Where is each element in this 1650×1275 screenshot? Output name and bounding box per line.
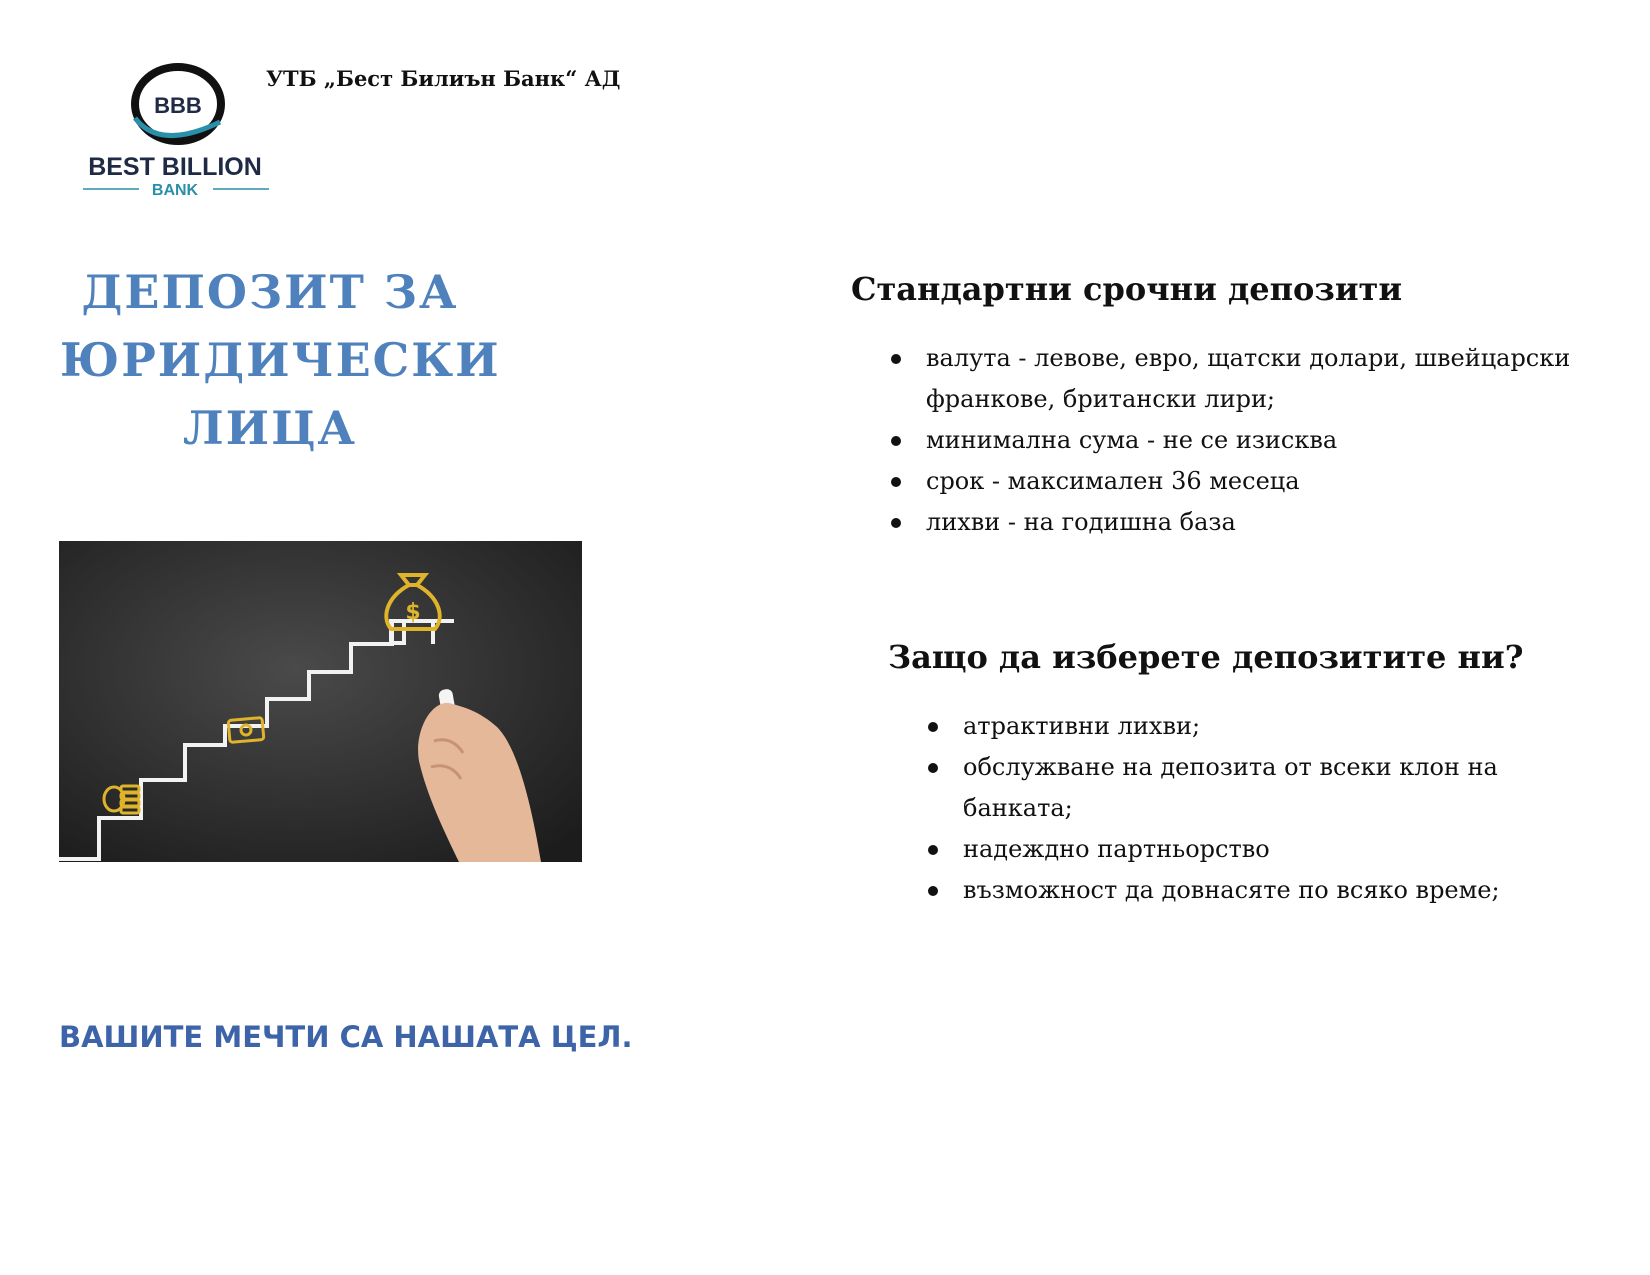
list-item xyxy=(852,338,1612,420)
logo-name-line2: BANK xyxy=(151,182,199,199)
svg-text:$: $ xyxy=(405,600,421,625)
list-item-text: срок - максимален 36 месеца xyxy=(926,467,1300,495)
title-line: ДЕПОЗИТ ЗА xyxy=(81,265,459,319)
list-item-text: надеждно партньорство xyxy=(963,835,1270,863)
title-line: ЮРИДИЧЕСКИ xyxy=(60,333,501,387)
logo-monogram: BBB xyxy=(154,93,202,118)
bullet-icon xyxy=(928,886,938,896)
why-choose-list xyxy=(889,706,1589,911)
bank-logo xyxy=(75,56,275,206)
standard-deposits-list xyxy=(852,338,1612,543)
list-item xyxy=(852,461,1612,502)
bullet-icon xyxy=(928,763,938,773)
title-line: ЛИЦА xyxy=(182,401,358,455)
bullet-icon xyxy=(928,845,938,855)
list-item xyxy=(852,502,1612,543)
staircase-illustration xyxy=(59,541,582,862)
bullet-icon xyxy=(891,477,901,487)
standard-deposits-heading: Стандартни срочни депозити xyxy=(851,270,1403,308)
list-item-text: възможност да довнасяте по всяко време; xyxy=(963,876,1500,904)
bullet-icon xyxy=(891,436,901,446)
list-item-text: атрактивни лихви; xyxy=(963,712,1201,740)
list-item-text: обслужване на депозита от всеки клон на банката; xyxy=(963,753,1498,822)
logo-name-line1: BEST BILLION xyxy=(88,153,262,181)
list-item-text: минимална сума - не се изисква xyxy=(926,426,1338,454)
slogan: ВАШИТЕ МЕЧТИ СА НАШАТА ЦЕЛ. xyxy=(59,1020,633,1054)
bank-name: УТБ „Бест Билиън Банк“ АД xyxy=(266,66,621,91)
bullet-icon xyxy=(928,722,938,732)
bullet-icon xyxy=(891,354,901,364)
list-item xyxy=(889,706,1589,747)
list-item xyxy=(889,870,1589,911)
bullet-icon xyxy=(891,518,901,528)
list-item xyxy=(852,420,1612,461)
why-choose-heading: Защо да изберете депозитите ни? xyxy=(888,638,1524,676)
page-title xyxy=(60,258,501,462)
list-item xyxy=(889,747,1589,829)
list-item-text: лихви - на годишна база xyxy=(926,508,1236,536)
list-item-text: валута - левове, евро, щатски долари, швейцарски франкове, британски лири; xyxy=(926,344,1571,413)
list-item xyxy=(889,829,1589,870)
